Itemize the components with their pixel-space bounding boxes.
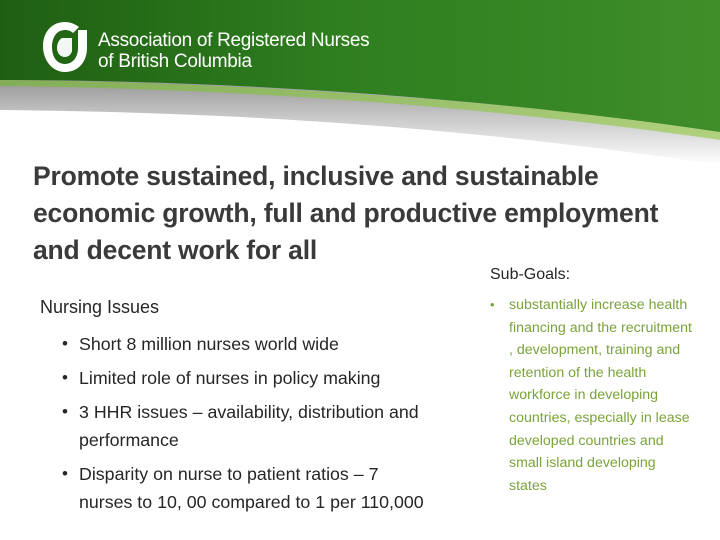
bullet-icon: • [490,297,495,312]
arnbc-logo-icon [40,20,90,74]
list-item [62,364,472,392]
list-item-text: 3 HHR issues – availability, distribution and [79,402,419,422]
list-item-text: developed countries and [509,432,664,449]
bullet-icon: • [62,464,68,483]
bullet-icon: • [62,368,68,387]
organization-name-line2: of British Columbia [98,51,252,72]
list-item-text: countries, especially in lease [509,409,690,426]
sub-goals-list [490,294,715,497]
list-item-text: substantially increase health [509,297,688,313]
list-item [62,398,472,454]
list-item-text: retention of the health [509,364,647,381]
list-item-text: , development, training and [509,342,681,359]
list-item-text: Disparity on nurse to patient ratios – 7 [79,464,379,484]
header-banner [0,0,720,170]
list-item [62,460,472,516]
list-item-text: performance [79,430,179,450]
sub-goals-heading: Sub-Goals: [490,266,571,283]
list-item-text: workforce in developing [509,387,659,404]
list-item [490,294,715,497]
slide-title-line1: Promote sustained, inclusive and sustainable [33,161,599,191]
list-item [62,330,472,358]
list-item-text: nurses to 10, 00 compared to 1 per 110,000 [79,492,424,512]
organization-name [98,30,369,72]
list-item-text: Short 8 million nurses world wide [79,334,339,354]
list-item-text: states [509,477,547,494]
slide-title [33,158,693,269]
list-item-text: Limited role of nurses in policy making [79,368,381,388]
bullet-icon: • [62,402,68,421]
list-item-text: financing and the recruitment [509,319,692,336]
organization-name-line1: Association of Registered Nurses [98,30,370,51]
slide-title-line2: economic growth, full and productive employment [33,198,659,228]
bullet-icon: • [62,334,68,353]
header-background [0,0,720,170]
slide-title-line3: and decent work for all [33,235,318,265]
list-item-text: small island developing [509,455,656,472]
nursing-issues-heading: Nursing Issues [40,297,160,317]
nursing-issues-list [62,330,472,522]
